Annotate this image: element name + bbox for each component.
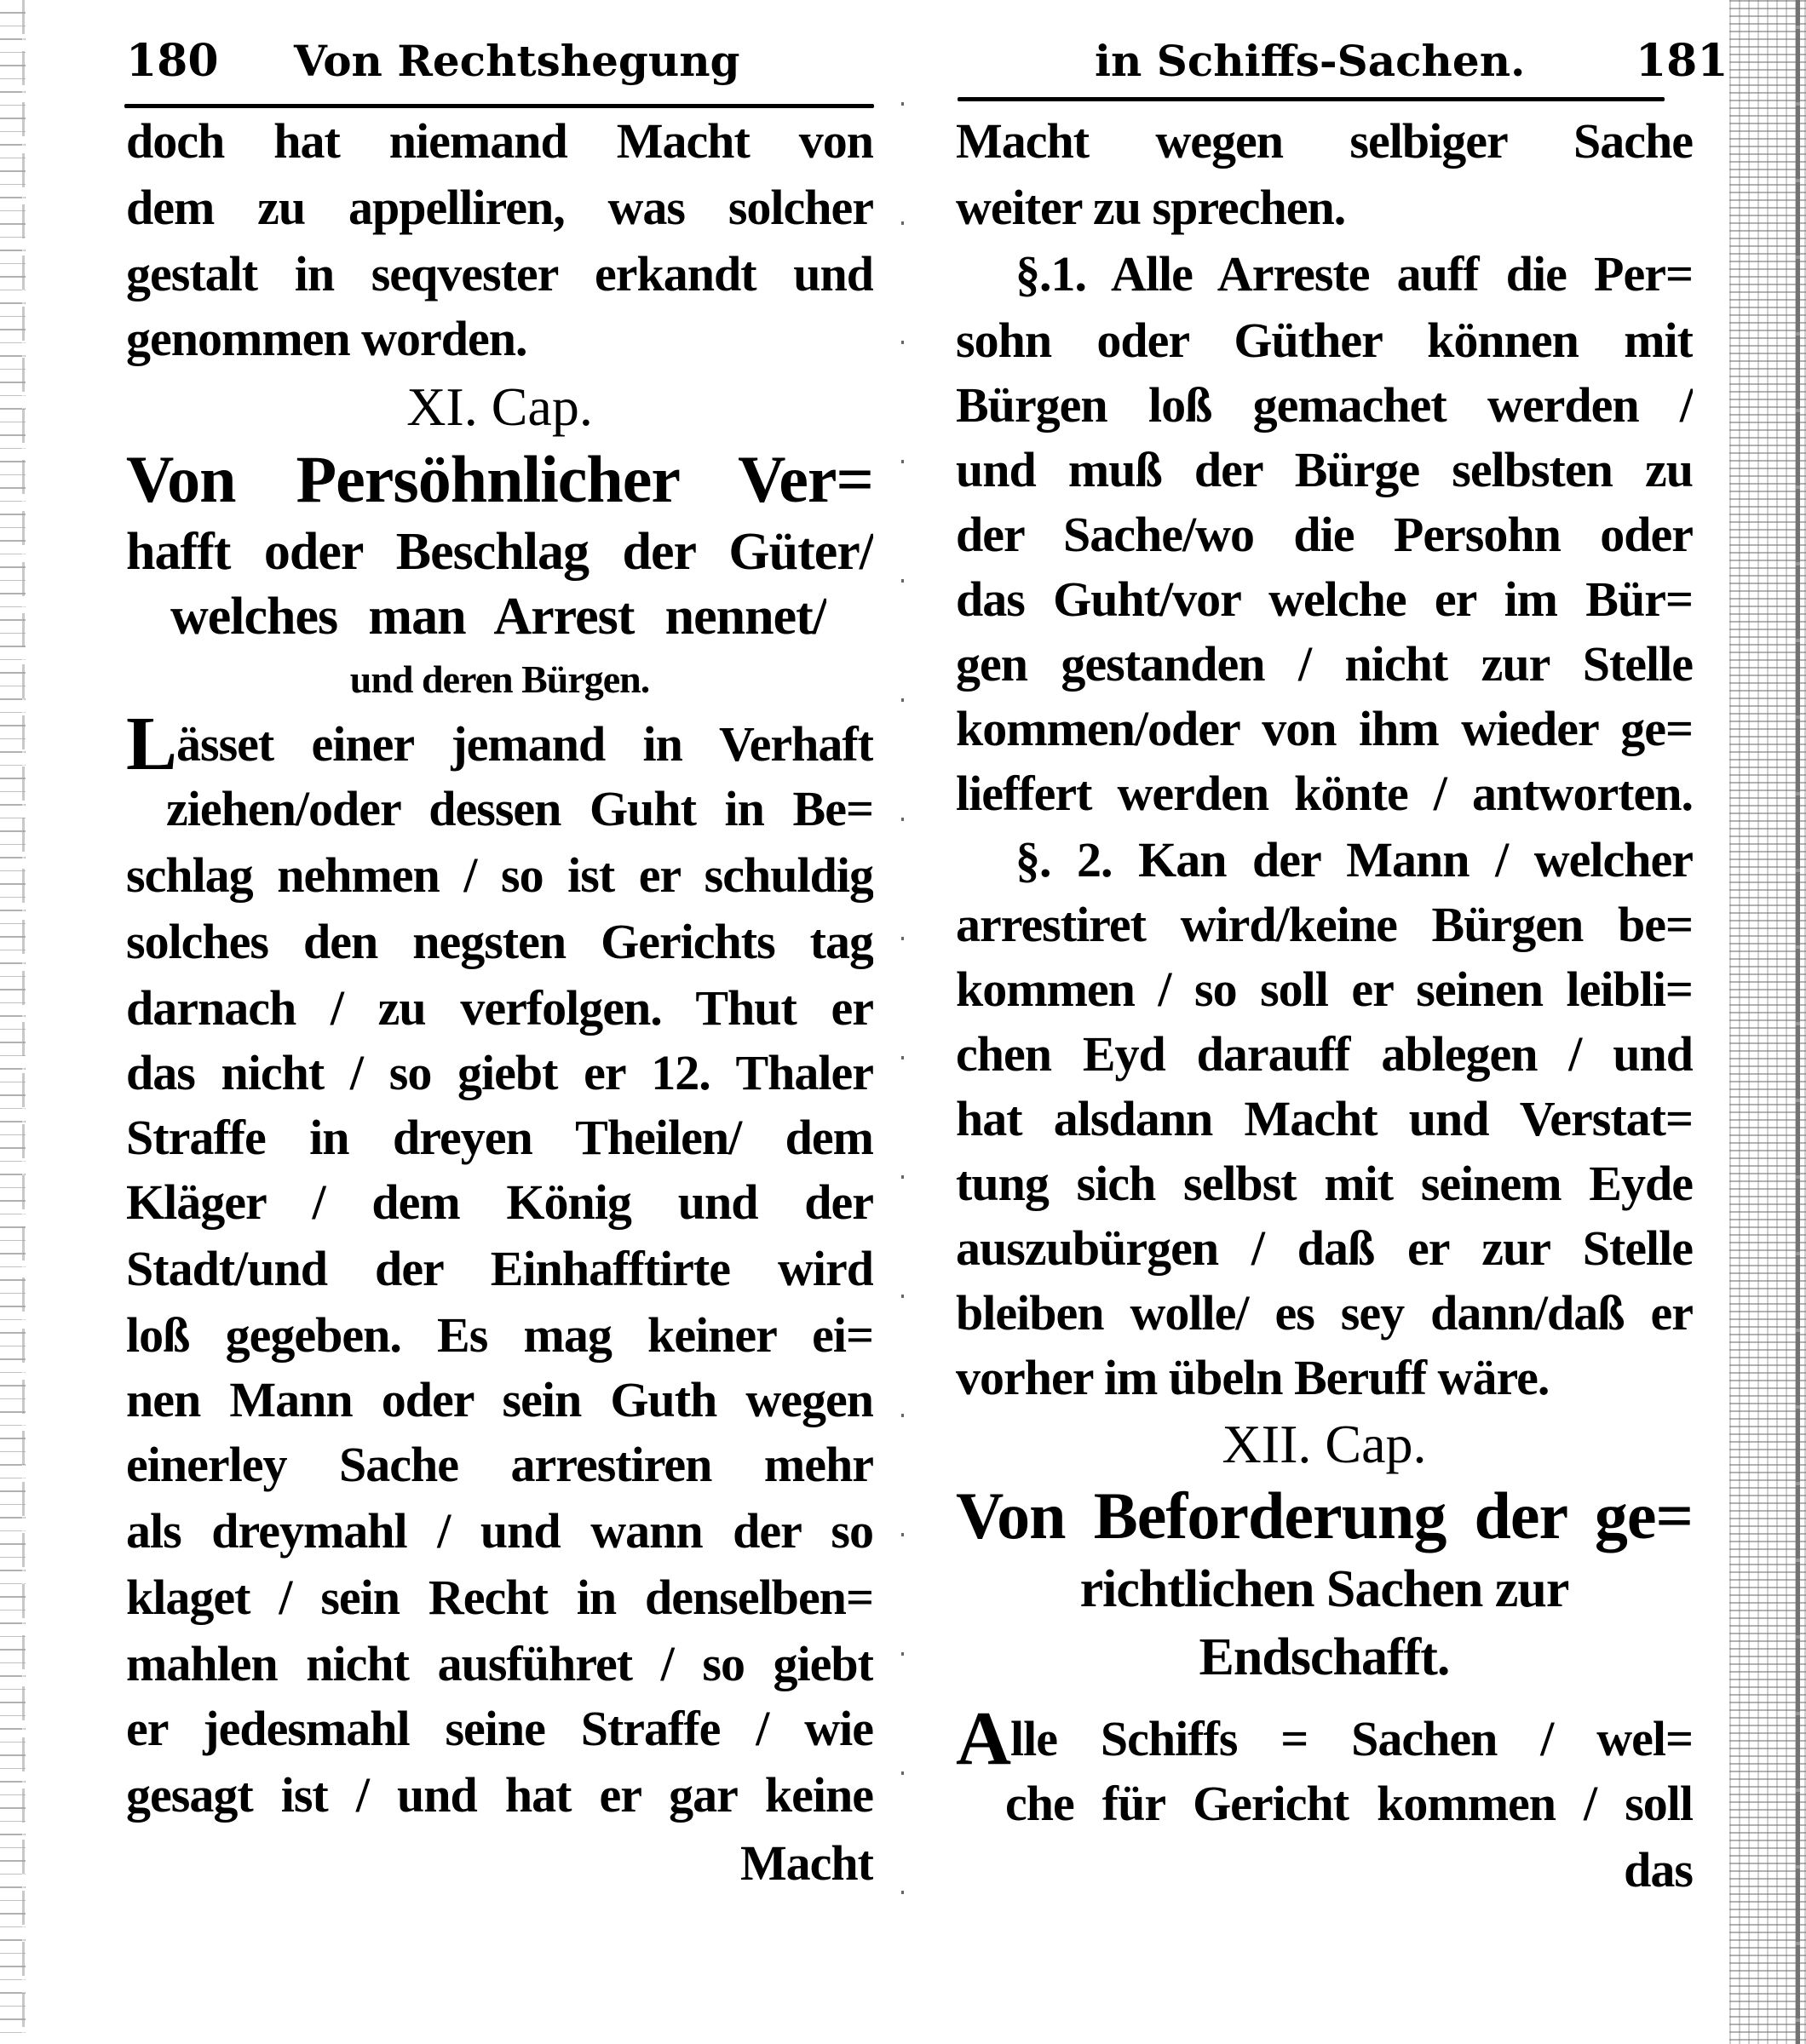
text-line-content: ässet einer jemand in Verhaft	[176, 716, 873, 772]
chapter-title-line: Endschafft.	[1199, 1628, 1450, 1686]
text-line: einerley Sache arrestiren mehr	[126, 1437, 873, 1492]
text-line: das Guht/vor welche er im Bür=	[956, 571, 1693, 627]
chapter-number-xi: XI. Cap.	[406, 376, 593, 437]
text-line	[956, 1707, 1693, 1771]
text-line: klaget / sein Recht in denselben=	[126, 1570, 873, 1625]
text-line: weiter zu sprechen.	[956, 180, 1346, 235]
chapter-title-line: welches man Arrest nennet/	[170, 588, 826, 646]
text-line-content: lle Schiffs = Sachen / wel=	[1010, 1711, 1693, 1766]
text-line: Stadt/und der Einhafftirte wird	[126, 1241, 873, 1296]
text-line: loß gegeben. Es mag keiner ei=	[126, 1307, 873, 1363]
text-line	[126, 712, 873, 777]
chapter-title-line: und deren Bürgen.	[349, 657, 650, 701]
text-line: gestalt in seqvester erkandt und	[126, 246, 873, 301]
text-line: mahlen nicht ausführet / so giebt	[126, 1636, 873, 1691]
text-line: darnach / zu verfolgen. Thut er	[126, 980, 873, 1036]
text-line: Macht wegen selbiger Sache	[956, 113, 1693, 169]
text-line: genommen worden.	[126, 311, 527, 366]
text-line: Bürgen loß gemachet werden /	[956, 377, 1693, 433]
text-line: gesagt ist / und hat er gar keine	[126, 1767, 873, 1823]
text-line: gen gestanden / nicht zur Stelle	[956, 636, 1693, 692]
section-2-start: §. 2. Kan der Mann / welcher	[1015, 832, 1693, 887]
text-line: bleiben wolle/ es sey dann/daß er	[956, 1285, 1693, 1341]
text-line: kommen/oder von ihm wieder ge=	[956, 701, 1693, 756]
section-1-start: §.1. Alle Arreste auff die Per=	[1015, 246, 1693, 301]
text-line: chen Eyd darauff ablegen / und	[956, 1026, 1693, 1082]
text-line: auszubürgen / daß er zur Stelle	[956, 1220, 1693, 1276]
running-head-left: Von Rechtshegung	[294, 36, 740, 86]
text-line: als dreymahl / und wann der so	[126, 1503, 873, 1559]
catchword: das	[1624, 1842, 1693, 1898]
chapter-title-line: hafft oder Beschlag der Güter/	[126, 523, 873, 581]
text-line: er jedesmahl seine Straffe / wie	[126, 1701, 873, 1756]
chapter-number-xii: XII. Cap.	[1222, 1414, 1427, 1474]
chapter-title-line: Von Beforderung der ge=	[956, 1478, 1693, 1553]
text-line: kommen / so soll er seinen leibli=	[956, 962, 1693, 1017]
chapter-title-line: Von Persöhnlicher Ver=	[126, 442, 873, 516]
page-number-right: 181	[1636, 35, 1728, 87]
text-line: und muß der Bürge selbsten zu	[956, 442, 1693, 497]
text-line: arrestiret wird/keine Bürgen be=	[956, 897, 1693, 952]
text-line: ziehen/oder dessen Guht in Be=	[166, 781, 873, 836]
right-page	[903, 0, 1806, 2044]
drop-cap: L	[126, 712, 177, 777]
text-line: sohn oder Güther können mit	[956, 313, 1693, 368]
text-line: das nicht / so giebt er 12. Thaler	[126, 1045, 873, 1100]
header-rule-right	[958, 97, 1665, 101]
text-line: Kläger / dem König und der	[126, 1174, 873, 1230]
catchword: Macht	[739, 1835, 873, 1891]
text-line: lieffert werden könte / antworten.	[956, 766, 1693, 821]
page-number-left: 180	[126, 35, 219, 87]
chapter-title-line: richtlichen Sachen zur	[1079, 1560, 1569, 1618]
text-line: vorher im übeln Beruff wäre.	[956, 1350, 1550, 1405]
running-head-right: in Schiffs-Sachen.	[1095, 36, 1526, 86]
text-line: doch hat niemand Macht von	[126, 113, 873, 169]
text-line: che für Gericht kommen / soll	[1005, 1776, 1693, 1831]
text-line: nen Mann oder sein Guth wegen	[126, 1372, 873, 1427]
text-line: Straffe in dreyen Theilen/ dem	[126, 1110, 873, 1165]
text-line: schlag nehmen / so ist er schuldig	[126, 847, 873, 903]
text-line: dem zu appelliren, was solcher	[126, 180, 873, 235]
text-line: der Sache/wo die Persohn oder	[956, 507, 1693, 562]
drop-cap: A	[956, 1707, 1010, 1771]
text-line: hat alsdann Macht und Verstat=	[956, 1091, 1693, 1146]
text-line: solches den negsten Gerichts tag	[126, 914, 873, 969]
text-line: tung sich selbst mit seinem Eyde	[956, 1156, 1693, 1211]
header-rule-left	[124, 104, 874, 108]
